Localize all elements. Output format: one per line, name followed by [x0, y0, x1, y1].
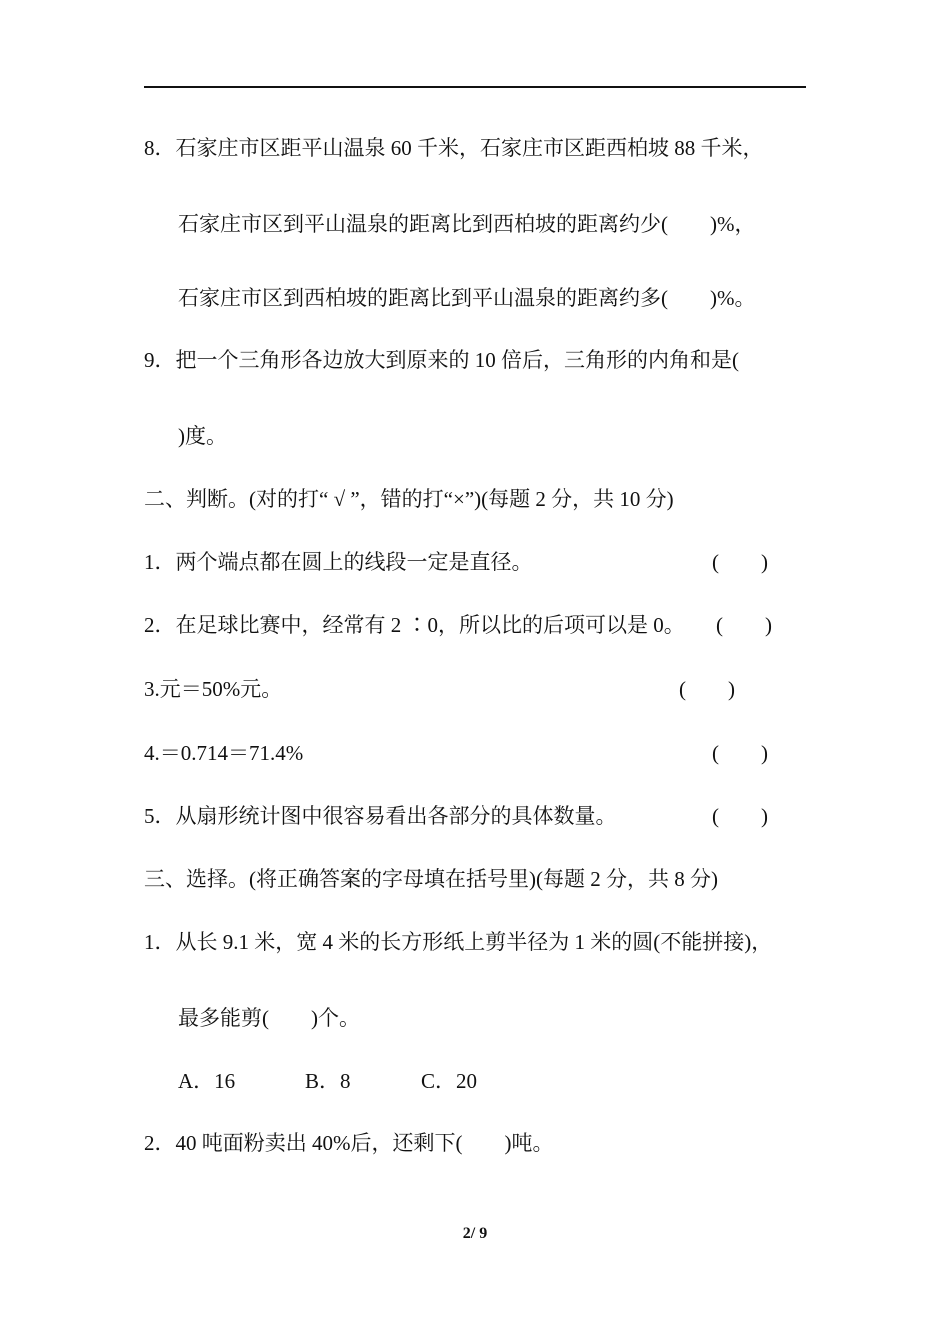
q9-line-1: 9．把一个三角形各边放大到原来的 10 倍后，三角形的内角和是( — [144, 348, 739, 372]
judge-item-2-blank: ( ) — [716, 613, 772, 637]
q8-line-1: 8．石家庄市区距平山温泉 60 千米，石家庄市区距西柏坡 88 千米， — [144, 136, 764, 160]
choice-q1-option-c: C．20 — [421, 1069, 478, 1093]
choice-q1-line-2: 最多能剪( )个。 — [178, 1006, 360, 1030]
choice-q1-line-1: 1．从长 9.1 米，宽 4 米的长方形纸上剪半径为 1 米的圆(不能拼接)， — [144, 930, 773, 954]
judge-item-5-text: 5．从扇形统计图中很容易看出各部分的具体数量。 — [144, 804, 617, 828]
choice-q2-line-1: 2．40 吨面粉卖出 40%后，还剩下( )吨。 — [144, 1131, 554, 1155]
page-number: 2/ 9 — [462, 1225, 488, 1242]
judge-item-3-text: 3.元＝50%元。 — [144, 677, 283, 701]
choice-q1-option-b: B．8 — [305, 1069, 351, 1093]
judge-item-3-blank: ( ) — [679, 677, 735, 701]
section-three-heading: 三、选择。(将正确答案的字母填在括号里)(每题 2 分，共 8 分) — [144, 867, 718, 891]
judge-item-4-blank: ( ) — [712, 741, 768, 765]
judge-item-5-blank: ( ) — [712, 804, 768, 828]
judge-item-1-blank: ( ) — [712, 550, 768, 574]
section-two-heading: 二、判断。(对的打“ √ ”，错的打“×”)(每题 2 分，共 10 分) — [144, 487, 674, 511]
choice-q1-option-a: A．16 — [178, 1069, 236, 1093]
judge-item-1-text: 1．两个端点都在圆上的线段一定是直径。 — [144, 550, 533, 574]
judge-item-4-text: 4.＝0.714＝71.4% — [144, 741, 304, 765]
q9-line-2: )度。 — [178, 424, 227, 448]
q8-line-2: 石家庄市区到平山温泉的距离比到西柏坡的距离约少( )%， — [178, 212, 756, 236]
judge-item-2-text: 2．在足球比赛中，经常有 2 ∶0，所以比的后项可以是 0。 — [144, 613, 685, 637]
q8-line-3: 石家庄市区到西柏坡的距离比到平山温泉的距离约多( )%。 — [178, 286, 756, 310]
header-rule — [144, 86, 806, 88]
